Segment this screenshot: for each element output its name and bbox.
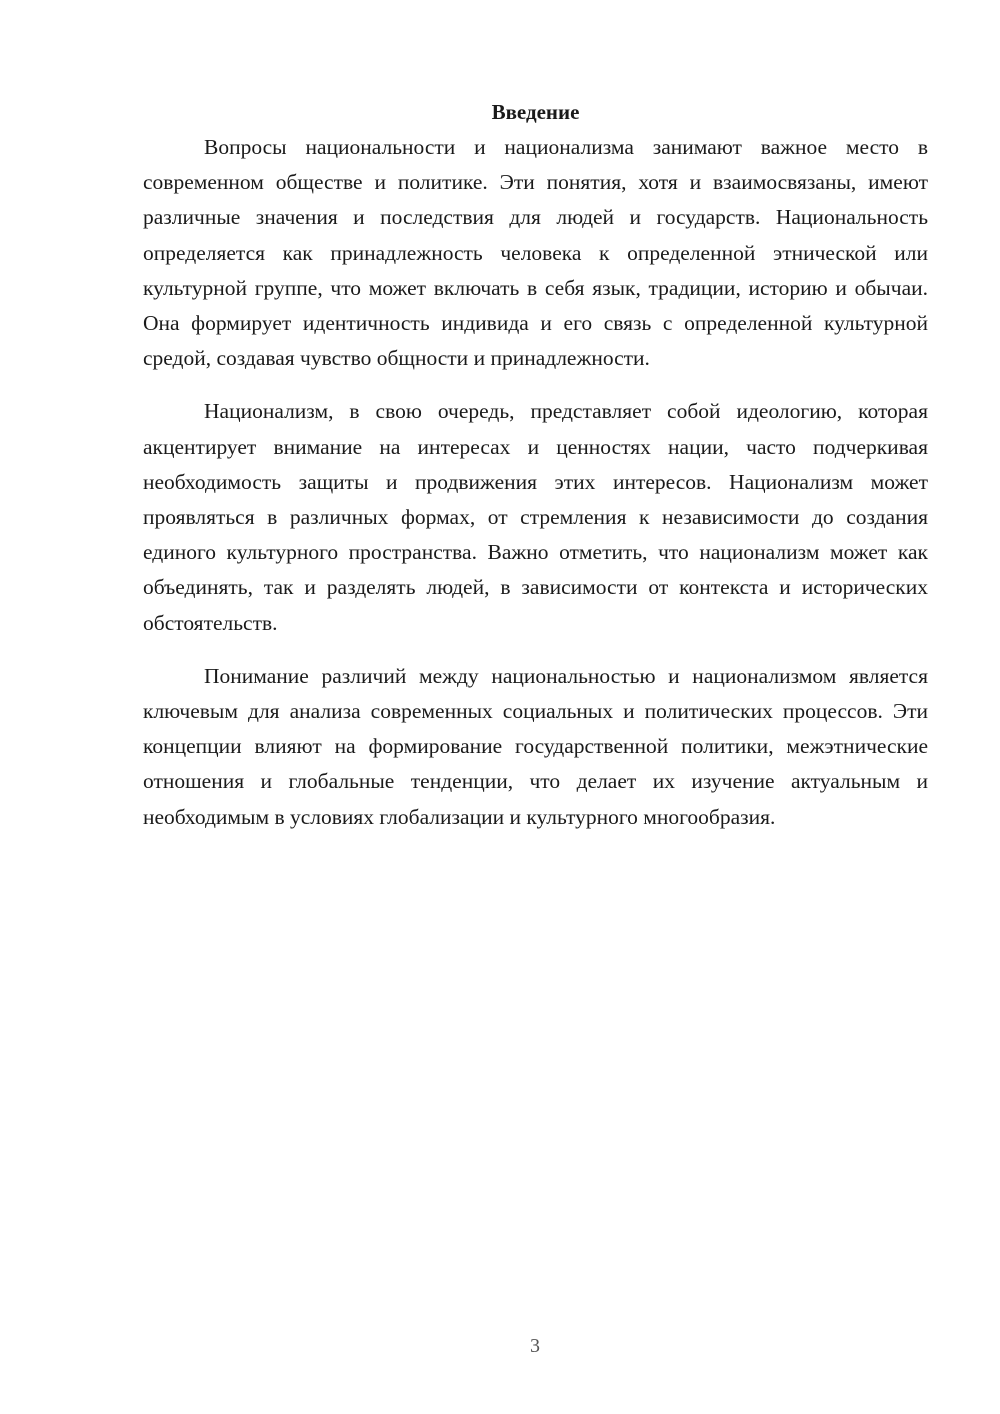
paragraph-2: Национализм, в свою очередь, представляет собой идеологию, которая акцентирует внимание на интересах и ценностях нации, часто подчеркивая необходимость защиты и продвижения этих интересов. Национализм может проявляться в различных формах, от стремления к независимости до создания единого культурного пространства. Важно отметить, что национализм может как объединять, так и разделять людей, в зависимости от контекста и исторических обстоятельств. [143, 399, 928, 635]
page-number: 3 [530, 1335, 540, 1357]
paragraph-1: Вопросы национальности и национализма занимают важное место в современном обществе и политике. Эти понятия, хотя и взаимосвязаны, имеют различные значения и последствия для людей и государств. Национальность определяется как принадлежность человека к определенной этнической или культурной группе, что может включать в себя язык, традиции, историю и обычаи. Она формирует идентичность индивида и его связь с определенной культурной средой, создавая чувство общности и принадлежности. [143, 135, 928, 371]
section-heading: Введение [491, 100, 580, 124]
paragraph-3: Понимание различий между национальностью и национализмом является ключевым для анализа современных социальных и политических процессов. Эти концепции влияют на формирование государственной политики, межэтнические отношения и глобальные тенденции, что делает их изучение актуальным и необходимым в условиях глобализации и культурного многообразия. [143, 663, 928, 829]
page-content [143, 97, 928, 853]
